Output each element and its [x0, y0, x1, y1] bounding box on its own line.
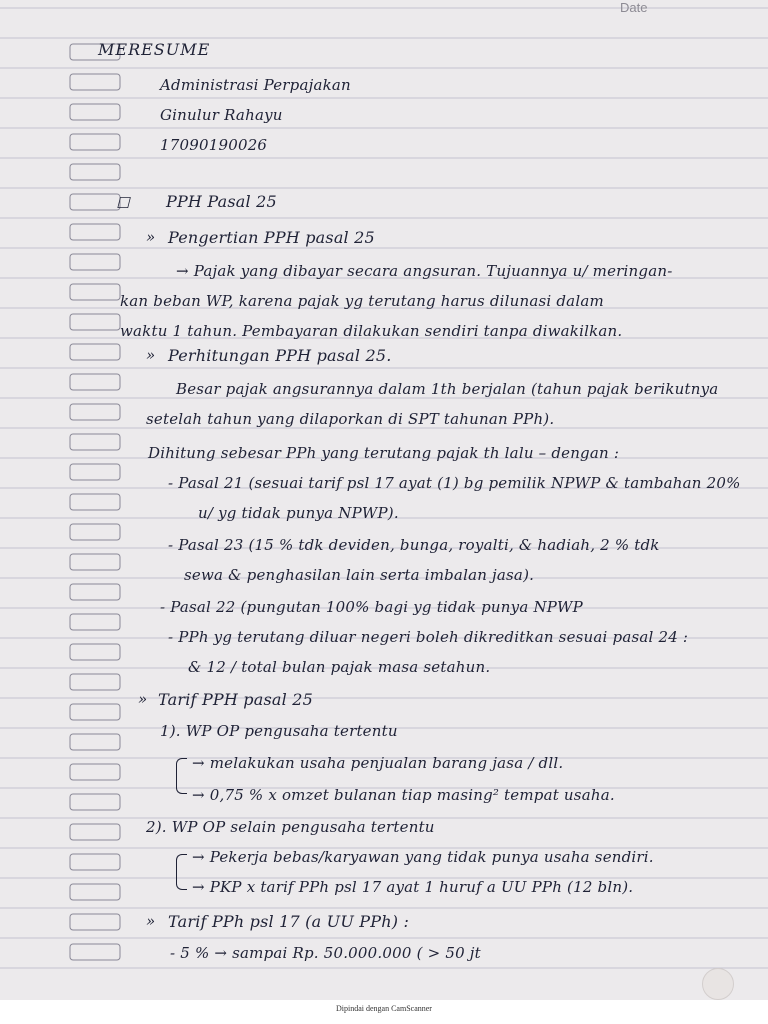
page-title: MERESUME — [98, 40, 211, 59]
note-text: - 5 % → sampai Rp. 50.000.000 ( > 50 jt — [170, 944, 481, 962]
margin-box — [70, 74, 120, 90]
margin-box — [70, 194, 120, 210]
margin-box — [70, 104, 120, 120]
note-text: → Pajak yang dibayar secara angsuran. Tujuannya u/ meringan- — [176, 262, 673, 280]
arrow-bullet: » — [146, 228, 156, 246]
note-text: - Pasal 21 (sesuai tarif psl 17 ayat (1) bg pemilik NPWP & tambahan 20% — [168, 474, 741, 492]
margin-box — [70, 914, 120, 930]
margin-box — [70, 734, 120, 750]
note-text: sewa & penghasilan lain serta imbalan jasa). — [184, 566, 535, 584]
arrow-bullet: » — [146, 346, 156, 364]
note-text: - Pasal 22 (pungutan 100% bagi yg tidak punya NPWP — [160, 598, 583, 616]
margin-box — [70, 314, 120, 330]
section-heading-tarif-psl17: Tarif PPh psl 17 (a UU PPh) : — [168, 912, 410, 931]
brace — [176, 854, 187, 890]
note-text: → Pekerja bebas/karyawan yang tidak punya usaha sendiri. — [192, 848, 654, 866]
margin-box — [70, 284, 120, 300]
section-heading-tarif: Tarif PPH pasal 25 — [158, 690, 314, 709]
margin-box — [70, 254, 120, 270]
margin-box — [70, 644, 120, 660]
arrow-bullet: » — [146, 912, 156, 930]
margin-box — [70, 824, 120, 840]
scanner-footer: Dipindai dengan CamScanner — [336, 1004, 432, 1013]
note-text: waktu 1 tahun. Pembayaran dilakukan sendiri tanpa diwakilkan. — [120, 322, 623, 340]
section-heading-pengertian: Pengertian PPH pasal 25 — [168, 228, 375, 247]
margin-box — [70, 164, 120, 180]
note-text: Dihitung sebesar PPh yang terutang pajak th lalu – dengan : — [148, 444, 620, 462]
note-text: kan beban WP, karena pajak yg terutang harus dilunasi dalam — [120, 292, 604, 310]
arrow-bullet: » — [138, 690, 148, 708]
margin-box — [70, 224, 120, 240]
note-text: 1). WP OP pengusaha tertentu — [160, 722, 398, 740]
note-text: setelah tahun yang dilaporkan di SPT tahunan PPh). — [146, 410, 555, 428]
margin-box — [70, 434, 120, 450]
topic-heading: PPH Pasal 25 — [166, 192, 277, 211]
margin-box — [70, 374, 120, 390]
margin-box — [70, 584, 120, 600]
brace — [176, 758, 187, 794]
margin-box — [70, 944, 120, 960]
margin-box — [70, 884, 120, 900]
note-text: - PPh yg terutang diluar negeri boleh dikreditkan sesuai pasal 24 : — [168, 628, 689, 646]
note-text: Besar pajak angsurannya dalam 1th berjalan (tahun pajak berikutnya — [176, 380, 719, 398]
name-line: Ginulur Rahayu — [160, 106, 283, 124]
margin-box — [70, 404, 120, 420]
margin-box — [70, 554, 120, 570]
note-text: - Pasal 23 (15 % tdk deviden, bunga, royalti, & hadiah, 2 % tdk — [168, 536, 660, 554]
section-heading-perhitungan: Perhitungan PPH pasal 25. — [168, 346, 392, 365]
margin-box — [70, 704, 120, 720]
student-id-line: 17090190026 — [160, 136, 268, 154]
margin-box — [70, 764, 120, 780]
margin-box — [70, 674, 120, 690]
topic-bullet: ☐ — [116, 194, 130, 212]
margin-box — [70, 794, 120, 810]
note-text: 2). WP OP selain pengusaha tertentu — [146, 818, 435, 836]
note-text: u/ yg tidak punya NPWP). — [198, 504, 399, 522]
date-label: Date — [620, 0, 648, 15]
margin-box — [70, 494, 120, 510]
margin-box — [70, 464, 120, 480]
note-text: → PKP x tarif PPh psl 17 ayat 1 huruf a UU PPh (12 bln). — [192, 878, 634, 896]
margin-box — [70, 134, 120, 150]
note-text: → 0,75 % x omzet bulanan tiap masing² tempat usaha. — [192, 786, 615, 804]
margin-box — [70, 614, 120, 630]
margin-box — [70, 524, 120, 540]
note-text: & 12 / total bulan pajak masa setahun. — [188, 658, 491, 676]
margin-box — [70, 344, 120, 360]
note-text: → melakukan usaha penjualan barang jasa / dll. — [192, 754, 564, 772]
subject-line: Administrasi Perpajakan — [160, 76, 351, 94]
seal-icon — [702, 968, 734, 1000]
margin-box — [70, 854, 120, 870]
